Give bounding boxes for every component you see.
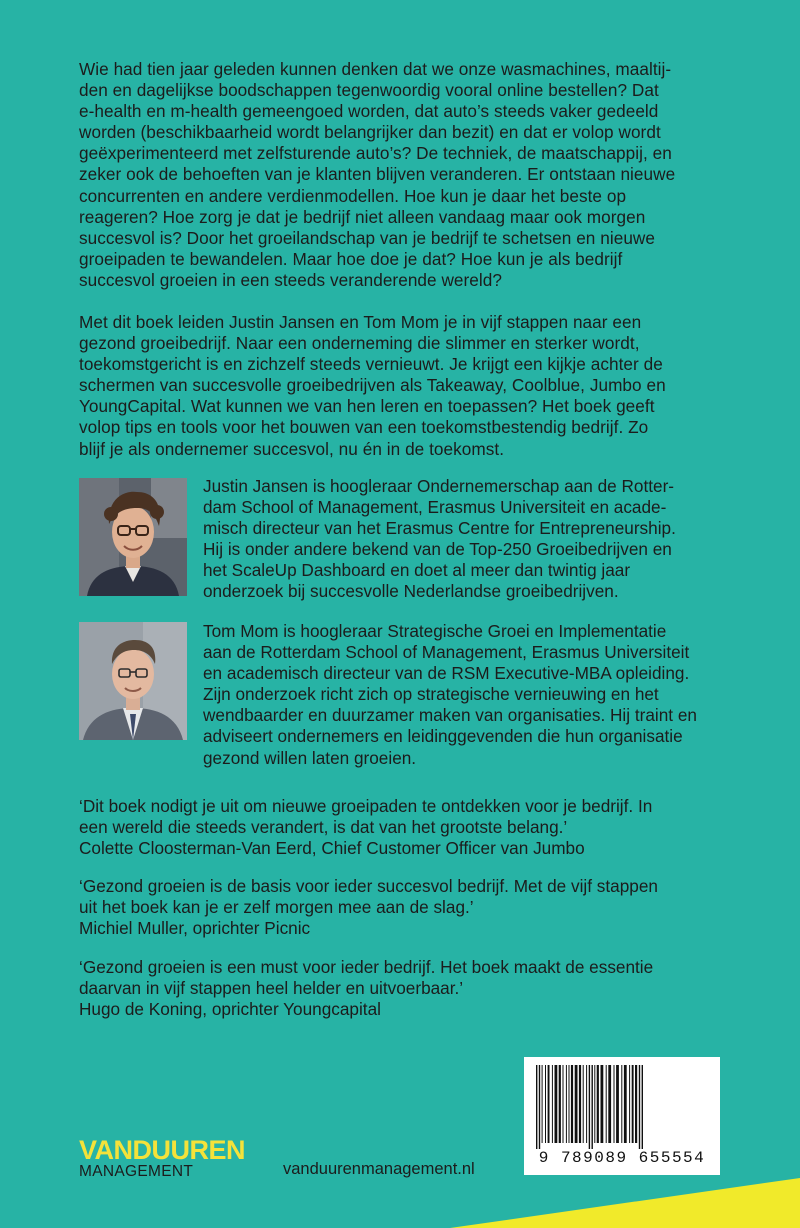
endorsement-quote bbox=[79, 957, 739, 1020]
barcode-bar bbox=[594, 1065, 595, 1143]
barcode-bar bbox=[635, 1065, 637, 1143]
barcode-bar bbox=[563, 1065, 564, 1143]
barcode-icon bbox=[532, 1065, 712, 1149]
publisher-website: vanduurenmanagement.nl bbox=[283, 1160, 475, 1178]
author-photo-tom-mom bbox=[79, 622, 187, 740]
barcode-bar bbox=[621, 1065, 622, 1143]
logo-wordmark: VANDUUREN bbox=[79, 1135, 246, 1165]
quote-attribution: Hugo de Koning, oprichter Youngcapital bbox=[79, 999, 381, 1020]
quote-text: ‘Gezond groeien is de basis voor ieder succesvol bedrijf. Met de vijf stappen uit het boek kan je er zelf morgen mee aan de slag.’ bbox=[79, 876, 658, 918]
barcode-bar bbox=[545, 1065, 546, 1143]
barcode-bar bbox=[583, 1065, 584, 1143]
barcode-bar bbox=[606, 1065, 607, 1143]
endorsement-quote bbox=[79, 876, 739, 939]
barcode-bar bbox=[566, 1065, 567, 1143]
quote-attribution: Colette Cloosterman-Van Eerd, Chief Customer Officer van Jumbo bbox=[79, 838, 585, 859]
barcode-bar bbox=[639, 1065, 640, 1149]
quote-text: ‘Dit boek nodigt je uit om nieuwe groeipaden te ontdekken voor je bedrijf. In een wereld die steeds verandert, is dat van het grootste belang.’ bbox=[79, 796, 653, 838]
isbn-barcode bbox=[524, 1057, 720, 1175]
barcode-bar bbox=[614, 1065, 615, 1143]
barcode-bar bbox=[539, 1065, 540, 1149]
barcode-bar bbox=[579, 1065, 581, 1143]
barcode-bar bbox=[629, 1065, 630, 1143]
barcode-bar bbox=[542, 1065, 543, 1143]
endorsement-quote bbox=[79, 796, 739, 859]
barcode-bar bbox=[589, 1065, 590, 1149]
author-bio-tom-mom: Tom Mom is hoogleraar Strategische Groei en Implementatie aan de Rotterdam School of Management, Erasmus Universiteit en academisch directeur van de RSM Executive-MBA opleiding. Zijn onderzoek richt zich op strategische vernieuwing en het wendbaarder en duurzamer maken van organisaties. Hij traint en adviseert ondernemers en leidinggevenden die hun organisatie gezond willen laten groeien. bbox=[203, 621, 697, 768]
barcode-bar bbox=[555, 1065, 558, 1143]
barcode-bar bbox=[608, 1065, 611, 1143]
barcode-bar bbox=[601, 1065, 604, 1143]
publisher-logo bbox=[79, 1137, 245, 1180]
author-photo-justin-jansen bbox=[79, 478, 187, 596]
quote-attribution: Michiel Muller, oprichter Picnic bbox=[79, 918, 311, 939]
barcode-bar bbox=[597, 1065, 599, 1143]
barcode-bar bbox=[616, 1065, 619, 1143]
intro-paragraph: Wie had tien jaar geleden kunnen denken dat we onze wasmachines, maaltij- den en dagelijkse boodschappen tegenwoordig vooral online bestellen? Dat e-health en m-health gemeengoed worden, dat auto’s steeds vaker gedeeld worden (beschikbaarheid wordt belangrijker dan bezit) en dat er volop wordt geëxperimenteerd met zelfsturende auto’s? De techniek, de maatschappij, en zeker ook de behoeften van je klanten blijven veranderen. Er ontstaan nieuwe concurrenten en andere verdienmodellen. Hoe kun je daar het beste op reageren? Hoe zorg je dat je bedrijf niet alleen vandaag maar ook morgen succesvol is? Door het groeilandschap van je bedrijf te schetsen en nieuwe groeipaden te bewandelen. Maar hoe doe je dat? Hoe kun je als bedrijf succesvol groeien in een steeds veranderende wereld? bbox=[79, 59, 676, 290]
author-bio-justin-jansen: Justin Jansen is hoogleraar Ondernemerschap aan de Rotter- dam School of Management, Erasmus Universiteit en acade- misch directeur van het Erasmus Centre for Entrepreneurship. Hij is onder andere bekend van de Top-250 Groeibedrijven en het ScaleUp Dashboard en doet al meer dan twintig jaar onderzoek bij succesvolle Nederlandse groeibedrijven. bbox=[203, 476, 676, 602]
barcode-bar bbox=[575, 1065, 578, 1143]
portrait-man-glasses-icon bbox=[79, 478, 187, 596]
barcode-bar bbox=[642, 1065, 643, 1149]
barcode-bar bbox=[571, 1065, 573, 1143]
barcode-bar bbox=[632, 1065, 634, 1143]
barcode-bar bbox=[624, 1065, 627, 1143]
barcode-bar bbox=[559, 1065, 561, 1143]
barcode-bar bbox=[536, 1065, 537, 1149]
barcode-bar bbox=[548, 1065, 550, 1143]
summary-paragraph: Met dit boek leiden Justin Jansen en Tom Mom je in vijf stappen naar een gezond groeibedrijf. Naar een onderneming die slimmer en sterker wordt, toekomstgericht is en zichzelf steeds vernieuwt. Je krijgt een kijkje achter de schermen van succesvolle groeibedrijven als Takeaway, Coolblue, Jumbo en YoungCapital. Wat kunnen we van hen leren en toepassen? Het boek geeft volop tips en tools voor het bouwen van een toekomstbestendig bedrijf. Zo blijf je als ondernemer succesvol, nu én in de toekomst. bbox=[79, 312, 666, 459]
barcode-bar bbox=[592, 1065, 593, 1149]
isbn-number: 9 789089 655554 bbox=[538, 1149, 706, 1167]
portrait-man-suit-icon bbox=[79, 622, 187, 740]
quote-text: ‘Gezond groeien is een must voor ieder bedrijf. Het boek maakt de essentie daarvan in vijf stappen heel helder en uitvoerbaar.’ bbox=[79, 957, 654, 999]
logo-subtitle: MANAGEMENT bbox=[79, 1163, 194, 1180]
barcode-bar bbox=[552, 1065, 553, 1143]
barcode-bar bbox=[569, 1065, 570, 1143]
barcode-bar bbox=[586, 1065, 587, 1143]
